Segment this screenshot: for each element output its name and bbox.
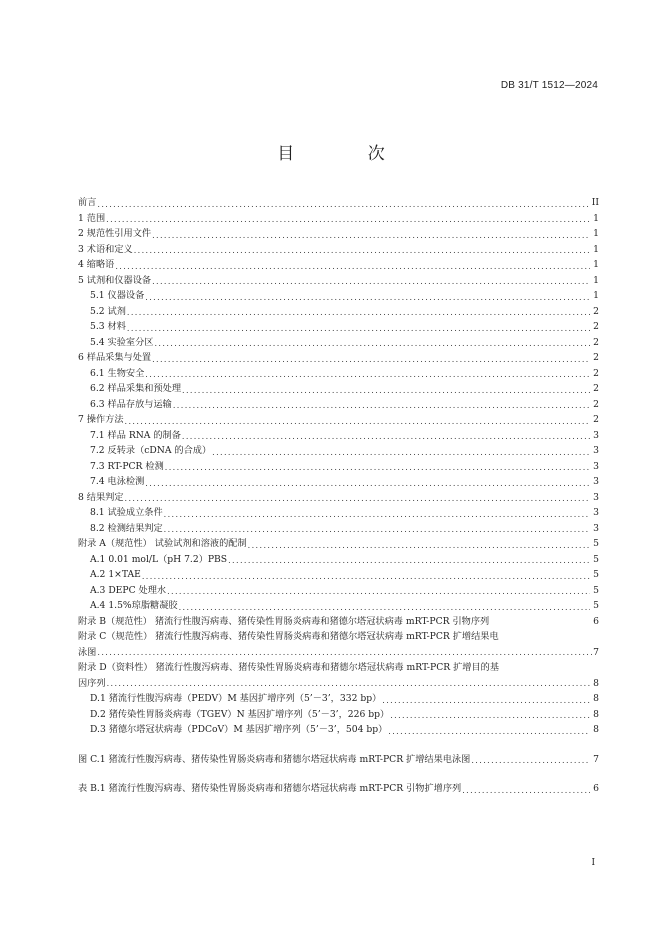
dot-leader [115, 261, 590, 273]
toc-entry[interactable] [78, 381, 599, 397]
dot-leader [106, 214, 590, 226]
toc-entry[interactable] [78, 350, 599, 366]
toc-entry[interactable] [78, 412, 599, 428]
toc-entry-page: 7 [593, 646, 599, 658]
toc-entry[interactable] [78, 691, 599, 707]
toc-entry-label: 附录 C（规范性） 猪流行性腹泻病毒、猪传染性胃肠炎病毒和猪德尔塔冠状病毒 mRT-PCR 扩增结果电 [78, 631, 499, 642]
dot-leader [164, 524, 590, 536]
dot-leader [182, 385, 590, 397]
dot-leader [145, 478, 590, 490]
dot-leader [382, 695, 590, 707]
dot-leader [212, 447, 590, 459]
toc-entry[interactable] [78, 195, 599, 211]
dot-leader [152, 276, 590, 288]
toc-entry-page: 8 [593, 677, 599, 689]
toc-entry-label: D.3 猪德尔塔冠状病毒（PDCoV）M 基因扩增序列（5’－3’，504 bp） [90, 724, 388, 735]
toc-entry[interactable] [78, 660, 599, 691]
toc-entry[interactable] [78, 226, 599, 242]
toc-entry[interactable] [78, 319, 599, 335]
toc-entry-page: 2 [593, 414, 599, 425]
dot-leader [179, 602, 591, 614]
toc-entry-label: 3 术语和定义 [78, 243, 133, 255]
toc-entry-page: 3 [593, 429, 599, 441]
dot-leader [388, 726, 590, 738]
toc-entry[interactable] [78, 521, 599, 537]
toc-entry-label: 5.4 实验室分区 [90, 336, 154, 348]
page-number: I [591, 858, 595, 868]
toc-entry[interactable] [78, 781, 599, 797]
toc-entry[interactable] [78, 242, 599, 258]
toc-entry-label-continued: 因序列 [78, 677, 106, 689]
toc-entry-page: 8 [593, 693, 599, 704]
dot-leader [164, 509, 590, 521]
dot-leader [107, 676, 593, 692]
toc-entry[interactable] [78, 707, 599, 723]
dot-leader [134, 245, 590, 257]
toc-entry-page: 1 [593, 274, 599, 286]
dot-leader [145, 369, 590, 381]
toc-entry-label: D.2 猪传染性胃肠炎病毒（TGEV）N 基因扩增序列（5’－3’，226 bp） [90, 708, 390, 720]
page-title: 目 次 [277, 144, 419, 164]
toc-entry-label: 表 B.1 猪流行性腹泻病毒、猪传染性胃肠炎病毒和猪德尔塔冠状病毒 mRT-PCR 引物扩增序列 [78, 783, 462, 794]
toc-entry-page: 3 [593, 491, 599, 503]
toc-entry[interactable] [78, 366, 599, 382]
toc-entry-page: 5 [593, 584, 599, 596]
toc-entry-label: 7.3 RT-PCR 检测 [90, 460, 164, 472]
toc-entry-label: 5.1 仪器设备 [90, 290, 145, 301]
toc-entry[interactable] [78, 257, 599, 273]
dot-leader [390, 710, 590, 722]
toc-entry-page: 5 [593, 569, 599, 580]
dot-leader [471, 755, 590, 767]
dot-leader [97, 645, 592, 661]
dot-leader [154, 338, 590, 350]
dot-leader [127, 307, 590, 319]
toc-entry[interactable] [78, 474, 599, 490]
dot-leader [165, 462, 590, 474]
toc-entry-page: 3 [593, 522, 599, 534]
dot-leader [145, 292, 590, 304]
toc-entry-label: 前言 [78, 197, 97, 208]
toc-entry-page: 3 [593, 476, 599, 487]
toc-entry[interactable] [78, 722, 599, 738]
toc-entry-label: 7.2 反转录（cDNA 的合成） [90, 445, 212, 456]
toc-entry-page: 1 [593, 228, 599, 239]
dot-leader [125, 493, 591, 505]
dot-leader [152, 230, 590, 242]
document-code: DB 31/T 1512—2024 [500, 80, 598, 91]
toc-entry[interactable] [78, 273, 599, 289]
toc-entry-page: 2 [593, 305, 599, 317]
dot-leader [167, 586, 590, 598]
toc-entry[interactable] [78, 459, 599, 475]
toc-entry-page: 2 [593, 352, 599, 363]
dot-leader [462, 785, 590, 797]
toc-entry-label: 1 范围 [78, 212, 106, 224]
toc-entry-label: 8.2 检测结果判定 [90, 522, 163, 534]
toc-entry-page: 1 [593, 290, 599, 301]
toc-entry-page: 1 [593, 212, 599, 224]
toc-entry-label: D.1 猪流行性腹泻病毒（PEDV）M 基因扩增序列（5’－3’，332 bp） [90, 693, 382, 704]
toc-entry-page: 2 [593, 367, 599, 379]
toc-entry[interactable] [78, 752, 599, 768]
toc-entry-page: 8 [593, 724, 599, 735]
toc-entry-page: 6 [593, 615, 599, 627]
toc-entry[interactable] [78, 428, 599, 444]
toc-entry-label: 8.1 试验成立条件 [90, 507, 163, 518]
toc-entry-page: 2 [593, 336, 599, 348]
dot-leader [125, 416, 591, 428]
toc-entry[interactable] [78, 567, 599, 583]
toc-entry[interactable] [78, 443, 599, 459]
toc-entry-page: 3 [593, 507, 599, 518]
toc-entry-label: 7.4 电泳检测 [90, 476, 145, 487]
toc-entry[interactable] [78, 211, 599, 227]
toc-entry-page: 8 [593, 708, 599, 720]
dot-leader [248, 540, 590, 552]
dot-leader [182, 431, 590, 443]
toc-entry-page: 2 [593, 321, 599, 332]
table-of-contents [78, 195, 599, 797]
toc-entry-page: 6 [593, 783, 599, 794]
toc-entry-label-continued: 泳图 [78, 646, 97, 658]
dot-leader [173, 400, 590, 412]
toc-entry-label: A.3 DEPC 处理水 [90, 584, 167, 596]
toc-entry-label: 2 规范性引用文件 [78, 228, 152, 239]
toc-entry-label: 6.2 样品采集和预处理 [90, 383, 182, 394]
toc-entry[interactable] [78, 505, 599, 521]
dot-leader [127, 323, 590, 335]
toc-entry-page: 5 [593, 600, 599, 611]
toc-entry-page: 3 [593, 460, 599, 472]
toc-entry-label: 5.2 试剂 [90, 305, 126, 317]
toc-entry[interactable] [78, 335, 599, 351]
toc-entry[interactable] [78, 490, 599, 506]
toc-entry-label: 7 操作方法 [78, 414, 124, 425]
dot-leader [152, 354, 590, 366]
toc-entry-page: 5 [593, 553, 599, 565]
toc-entry[interactable] [78, 583, 599, 599]
toc-entry-label: 5 试剂和仪器设备 [78, 274, 152, 286]
toc-entry-label: 8 结果判定 [78, 491, 124, 503]
toc-entry[interactable] [78, 397, 599, 413]
toc-entry-label: 附录 D（资料性） 猪流行性腹泻病毒、猪传染性胃肠炎病毒和猪德尔塔冠状病毒 mRT-PCR 扩增目的基 [78, 662, 500, 673]
toc-entry-page: 5 [593, 538, 599, 549]
toc-entry-page: 2 [593, 383, 599, 394]
toc-entry[interactable] [78, 552, 599, 568]
toc-entry-page: II [591, 197, 599, 208]
toc-entry-label: A.4 1.5%琼脂糖凝胶 [90, 600, 178, 611]
toc-entry-label: A.1 0.01 mol/L（pH 7.2）PBS [90, 553, 228, 565]
toc-entry[interactable] [78, 288, 599, 304]
dot-leader [142, 571, 590, 583]
toc-entry[interactable] [78, 536, 599, 552]
toc-entry-label: 7.1 样品 RNA 的制备 [90, 429, 181, 441]
toc-entry-page: 1 [593, 243, 599, 255]
toc-entry-page: 1 [593, 259, 599, 270]
toc-entry-page: 7 [593, 753, 599, 765]
toc-entry[interactable] [78, 629, 599, 660]
toc-entry[interactable] [78, 598, 599, 614]
toc-entry-label: 附录 A（规范性） 试验试剂和溶液的配制 [78, 538, 247, 549]
toc-entry-label: 6.3 样品存放与运输 [90, 398, 172, 410]
toc-entry-page: 2 [593, 398, 599, 410]
toc-entry-label: 6.1 生物安全 [90, 367, 145, 379]
toc-entry-label: 4 缩略语 [78, 259, 115, 270]
toc-entry-label: 6 样品采集与处置 [78, 352, 152, 363]
toc-entry-page: 3 [593, 445, 599, 456]
toc-entry-label: 图 C.1 猪流行性腹泻病毒、猪传染性胃肠炎病毒和猪德尔塔冠状病毒 mRT-PCR 扩增结果电泳图 [78, 753, 471, 765]
toc-entry-label: 5.3 材料 [90, 321, 126, 332]
dot-leader [228, 555, 590, 567]
toc-entry-label: A.2 1×TAE [90, 569, 141, 580]
toc-entry[interactable] [78, 614, 599, 630]
toc-entry-label: 附录 B（规范性） 猪流行性腹泻病毒、猪传染性胃肠炎病毒和猪德尔塔冠状病毒 mRT-PCR 引物序列 [78, 615, 490, 627]
toc-entry[interactable] [78, 304, 599, 320]
dot-leader [97, 199, 588, 211]
